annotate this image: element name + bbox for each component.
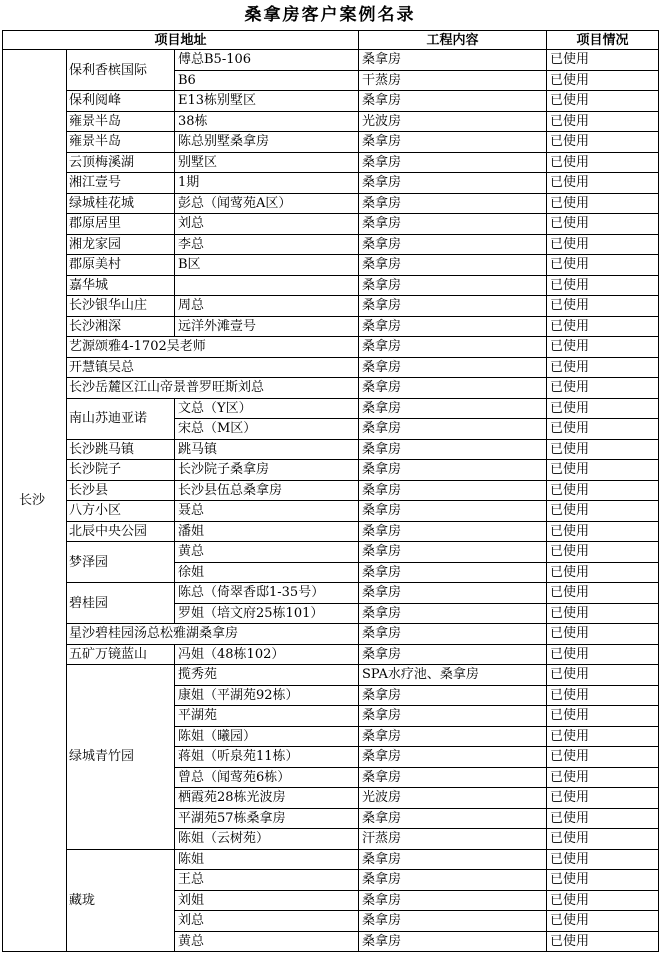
content-cell: 桑拿房: [359, 808, 547, 829]
status-cell: 已使用: [547, 767, 659, 788]
project-cell: 郡原美村: [67, 255, 175, 276]
project-cell: 长沙院子: [67, 460, 175, 481]
detail-cell: 文总（Y区）: [175, 398, 359, 419]
content-cell: 桑拿房: [359, 357, 547, 378]
project-cell: 绿城青竹园: [67, 665, 175, 850]
status-cell: 已使用: [547, 91, 659, 112]
project-cell: 南山苏迪亚诺: [67, 398, 175, 439]
detail-cell: 徐姐: [175, 562, 359, 583]
content-cell: 桑拿房: [359, 562, 547, 583]
detail-cell: E13栋别墅区: [175, 91, 359, 112]
table-row: [3, 91, 659, 112]
status-cell: 已使用: [547, 890, 659, 911]
status-cell: 已使用: [547, 70, 659, 91]
detail-cell: 长沙县伍总桑拿房: [175, 480, 359, 501]
project-cell: 长沙县: [67, 480, 175, 501]
content-cell: 桑拿房: [359, 378, 547, 399]
detail-cell: 长沙院子桑拿房: [175, 460, 359, 481]
detail-cell: 栖霞苑28栋光波房: [175, 788, 359, 809]
project-cell: 雍景半岛: [67, 132, 175, 153]
detail-cell: 冯姐（48栋102）: [175, 644, 359, 665]
content-cell: 桑拿房: [359, 50, 547, 71]
content-cell: 桑拿房: [359, 439, 547, 460]
table-row: [3, 357, 659, 378]
status-cell: 已使用: [547, 152, 659, 173]
project-cell: 长沙跳马镇: [67, 439, 175, 460]
status-cell: 已使用: [547, 624, 659, 645]
status-cell: 已使用: [547, 685, 659, 706]
content-cell: 桑拿房: [359, 255, 547, 276]
status-cell: 已使用: [547, 665, 659, 686]
project-cell: 长沙岳麓区江山帝景普罗旺斯刘总: [67, 378, 359, 399]
status-cell: 已使用: [547, 726, 659, 747]
detail-cell: 陈姐（云树苑）: [175, 829, 359, 850]
content-cell: 桑拿房: [359, 870, 547, 891]
content-cell: 桑拿房: [359, 419, 547, 440]
detail-cell: 38栋: [175, 111, 359, 132]
detail-cell: 黄总: [175, 931, 359, 952]
status-cell: 已使用: [547, 829, 659, 850]
content-cell: 桑拿房: [359, 132, 547, 153]
status-cell: 已使用: [547, 419, 659, 440]
table-row: [3, 542, 659, 563]
detail-cell: 李总: [175, 234, 359, 255]
content-cell: 汗蒸房: [359, 829, 547, 850]
status-cell: 已使用: [547, 931, 659, 952]
table-row: [3, 583, 659, 604]
table-row: [3, 398, 659, 419]
status-cell: 已使用: [547, 870, 659, 891]
detail-cell: 平湖苑: [175, 706, 359, 727]
content-cell: 桑拿房: [359, 685, 547, 706]
table-row: [3, 849, 659, 870]
table-row: [3, 378, 659, 399]
content-cell: 桑拿房: [359, 747, 547, 768]
detail-cell: 跳马镇: [175, 439, 359, 460]
content-cell: 桑拿房: [359, 91, 547, 112]
project-cell: 梦泽园: [67, 542, 175, 583]
project-cell: 雍景半岛: [67, 111, 175, 132]
table-row: [3, 111, 659, 132]
project-cell: 星沙碧桂园汤总松雅湖桑拿房: [67, 624, 359, 645]
status-cell: 已使用: [547, 562, 659, 583]
status-cell: 已使用: [547, 255, 659, 276]
header-status: 项目情况: [547, 31, 659, 50]
status-cell: 已使用: [547, 234, 659, 255]
header-content: 工程内容: [359, 31, 547, 50]
content-cell: 桑拿房: [359, 460, 547, 481]
detail-cell: 罗姐（培文府25栋101）: [175, 603, 359, 624]
table-row: [3, 132, 659, 153]
detail-cell: B区: [175, 255, 359, 276]
content-cell: 桑拿房: [359, 767, 547, 788]
table-row: [3, 255, 659, 276]
status-cell: 已使用: [547, 214, 659, 235]
content-cell: 桑拿房: [359, 398, 547, 419]
detail-cell: 聂总: [175, 501, 359, 522]
content-cell: 桑拿房: [359, 521, 547, 542]
project-cell: 湘江壹号: [67, 173, 175, 194]
status-cell: 已使用: [547, 911, 659, 932]
detail-cell: 周总: [175, 296, 359, 317]
detail-cell: 傅总B5-106: [175, 50, 359, 71]
project-cell: 藏珑: [67, 849, 175, 952]
region-cell: 长沙: [3, 50, 67, 952]
detail-cell: 蒋姐（听泉苑11栋）: [175, 747, 359, 768]
table-row: [3, 193, 659, 214]
table-header-row: [3, 31, 659, 50]
content-cell: 桑拿房: [359, 234, 547, 255]
table-row: [3, 439, 659, 460]
status-cell: 已使用: [547, 849, 659, 870]
page-title: 桑拿房客户案例名录: [244, 5, 416, 25]
status-cell: 已使用: [547, 706, 659, 727]
table-row: [3, 234, 659, 255]
status-cell: 已使用: [547, 378, 659, 399]
status-cell: 已使用: [547, 357, 659, 378]
content-cell: 桑拿房: [359, 911, 547, 932]
detail-cell: 潘姐: [175, 521, 359, 542]
detail-cell: 平湖苑57栋桑拿房: [175, 808, 359, 829]
table-row: [3, 173, 659, 194]
detail-cell: 揽秀苑: [175, 665, 359, 686]
detail-cell: 远洋外滩壹号: [175, 316, 359, 337]
content-cell: 桑拿房: [359, 603, 547, 624]
detail-cell: 刘总: [175, 214, 359, 235]
status-cell: 已使用: [547, 808, 659, 829]
status-cell: 已使用: [547, 480, 659, 501]
status-cell: 已使用: [547, 521, 659, 542]
status-cell: 已使用: [547, 337, 659, 358]
project-cell: 郡原居里: [67, 214, 175, 235]
table-row: [3, 214, 659, 235]
detail-cell: 陈姐: [175, 849, 359, 870]
content-cell: 光波房: [359, 111, 547, 132]
status-cell: 已使用: [547, 173, 659, 194]
detail-cell: 别墅区: [175, 152, 359, 173]
status-cell: 已使用: [547, 644, 659, 665]
content-cell: 桑拿房: [359, 173, 547, 194]
detail-cell: 曾总（闻莺苑6栋）: [175, 767, 359, 788]
project-cell: 开慧镇吴总: [67, 357, 359, 378]
status-cell: 已使用: [547, 296, 659, 317]
detail-cell: 陈总（倚翠香邸1-35号）: [175, 583, 359, 604]
detail-cell: [175, 275, 359, 296]
project-cell: 嘉华城: [67, 275, 175, 296]
status-cell: 已使用: [547, 50, 659, 71]
table-row: [3, 275, 659, 296]
content-cell: 桑拿房: [359, 480, 547, 501]
table-row: [3, 460, 659, 481]
table-row: [3, 501, 659, 522]
project-cell: 保利香槟国际: [67, 50, 175, 91]
content-cell: 桑拿房: [359, 706, 547, 727]
project-cell: 五矿万镜蓝山: [67, 644, 175, 665]
table-row: [3, 665, 659, 686]
detail-cell: B6: [175, 70, 359, 91]
status-cell: 已使用: [547, 193, 659, 214]
content-cell: 桑拿房: [359, 214, 547, 235]
content-cell: 桑拿房: [359, 501, 547, 522]
case-table: [2, 30, 659, 952]
content-cell: 桑拿房: [359, 275, 547, 296]
project-cell: 绿城桂花城: [67, 193, 175, 214]
content-cell: 桑拿房: [359, 849, 547, 870]
project-cell: 保利阅峰: [67, 91, 175, 112]
project-cell: 八方小区: [67, 501, 175, 522]
content-cell: 桑拿房: [359, 624, 547, 645]
project-cell: 长沙银华山庄: [67, 296, 175, 317]
detail-cell: 康姐（平湖苑92栋）: [175, 685, 359, 706]
content-cell: 桑拿房: [359, 152, 547, 173]
detail-cell: 宋总（M区）: [175, 419, 359, 440]
content-cell: 干蒸房: [359, 70, 547, 91]
status-cell: 已使用: [547, 316, 659, 337]
project-cell: 碧桂园: [67, 583, 175, 624]
status-cell: 已使用: [547, 501, 659, 522]
table-row: [3, 296, 659, 317]
detail-cell: 刘总: [175, 911, 359, 932]
detail-cell: 陈姐（曦园）: [175, 726, 359, 747]
table-row: [3, 521, 659, 542]
content-cell: SPA水疗池、桑拿房: [359, 665, 547, 686]
content-cell: 桑拿房: [359, 542, 547, 563]
status-cell: 已使用: [547, 788, 659, 809]
header-address: 项目地址: [3, 31, 359, 50]
detail-cell: 黄总: [175, 542, 359, 563]
content-cell: 桑拿房: [359, 931, 547, 952]
content-cell: 桑拿房: [359, 644, 547, 665]
content-cell: 桑拿房: [359, 316, 547, 337]
status-cell: 已使用: [547, 439, 659, 460]
content-cell: 桑拿房: [359, 583, 547, 604]
status-cell: 已使用: [547, 747, 659, 768]
content-cell: 桑拿房: [359, 296, 547, 317]
project-cell: 北辰中央公园: [67, 521, 175, 542]
table-row: [3, 316, 659, 337]
detail-cell: 王总: [175, 870, 359, 891]
project-cell: 艺源颂雅4-1702吴老师: [67, 337, 359, 358]
status-cell: 已使用: [547, 111, 659, 132]
detail-cell: 刘姐: [175, 890, 359, 911]
content-cell: 桑拿房: [359, 193, 547, 214]
detail-cell: 彭总（闻莺苑A区）: [175, 193, 359, 214]
table-row: [3, 50, 659, 71]
status-cell: 已使用: [547, 398, 659, 419]
status-cell: 已使用: [547, 132, 659, 153]
status-cell: 已使用: [547, 583, 659, 604]
content-cell: 桑拿房: [359, 337, 547, 358]
detail-cell: 1期: [175, 173, 359, 194]
status-cell: 已使用: [547, 275, 659, 296]
table-row: [3, 644, 659, 665]
table-row: [3, 152, 659, 173]
status-cell: 已使用: [547, 460, 659, 481]
project-cell: 云顶梅溪湖: [67, 152, 175, 173]
table-row: [3, 337, 659, 358]
content-cell: 桑拿房: [359, 726, 547, 747]
content-cell: 桑拿房: [359, 890, 547, 911]
content-cell: 光波房: [359, 788, 547, 809]
status-cell: 已使用: [547, 542, 659, 563]
status-cell: 已使用: [547, 603, 659, 624]
project-cell: 长沙湘深: [67, 316, 175, 337]
detail-cell: 陈总别墅桑拿房: [175, 132, 359, 153]
table-row: [3, 480, 659, 501]
project-cell: 湘龙家园: [67, 234, 175, 255]
table-row: [3, 624, 659, 645]
